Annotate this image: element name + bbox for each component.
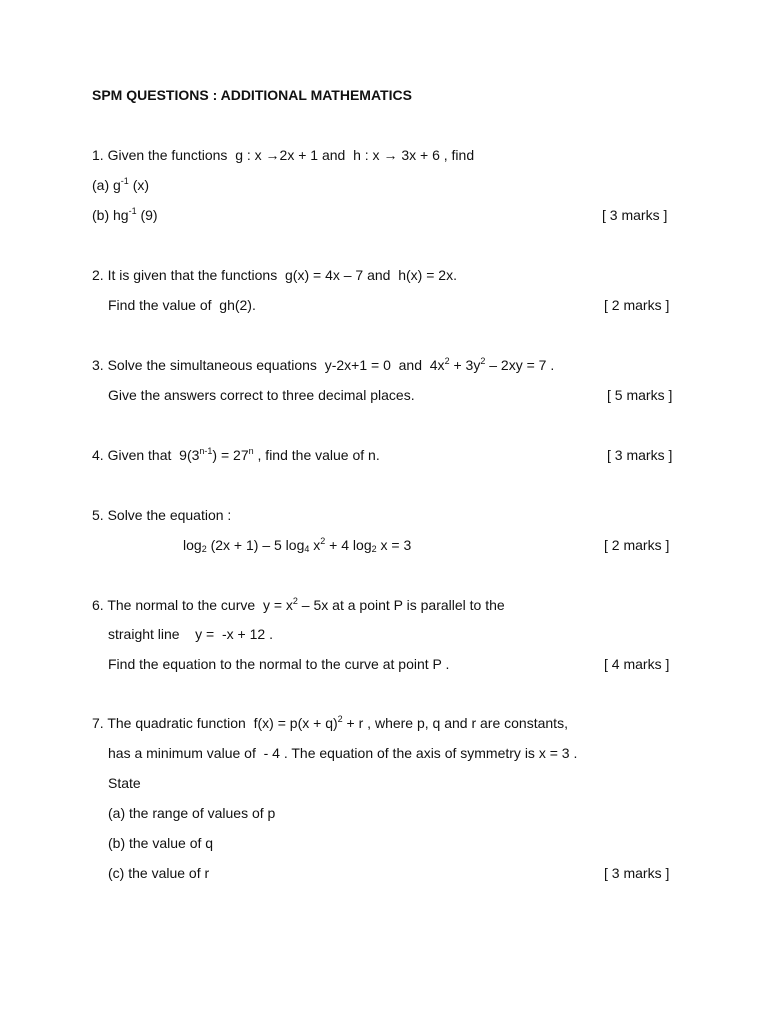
- question-2-instruction: Find the value of gh(2).: [108, 297, 256, 313]
- question-6-instruction: Find the equation to the normal to the curve at point P .: [108, 656, 450, 672]
- question-3-marks: [ 5 marks ]: [607, 387, 673, 403]
- question-5-text: 5. Solve the equation :: [92, 507, 232, 523]
- question-6-text: 6. The normal to the curve $y = x^2 - 5x$ at a point P is parallel to the: [92, 596, 505, 613]
- question-7c: (c) the value of r: [108, 865, 210, 881]
- right-arrow-icon: →: [383, 147, 398, 163]
- question-2-text: 2. It is given that the functions g(x) = 4x – 7 and h(x) = 2x.: [92, 267, 457, 283]
- question-5-marks: [ 2 marks ]: [604, 537, 670, 553]
- question-7b: (b) the value of q: [108, 835, 214, 851]
- question-1-text: 1. Given the functions g : x →2x + 1 and h : x → 3x + 6 , find: [92, 147, 475, 163]
- question-6-line-2: straight line y = -x + 12 .: [108, 626, 273, 642]
- question-7-marks: [ 3 marks ]: [604, 865, 670, 881]
- question-2-marks: [ 2 marks ]: [604, 297, 670, 313]
- question-7-state: State: [108, 775, 141, 791]
- question-5-equation: $\log_2 (2x + 1) - 5$ $\log_4 x^2 + 4$ $\log_2 x = 3$: [183, 536, 412, 554]
- question-7a: (a) the range of values of p: [108, 805, 276, 821]
- page-title: SPM QUESTIONS : ADDITIONAL MATHEMATICS: [92, 87, 412, 103]
- question-7-text: 7. The quadratic function $f(x) = p(x + q)^2 + r$ , where p, q and r are constants,: [92, 714, 568, 731]
- right-arrow-icon: →: [265, 147, 280, 163]
- question-4-marks: [ 3 marks ]: [607, 447, 673, 463]
- question-3-text: 3. Solve the simultaneous equations y-2x+1 = 0 and $4x^2 + 3y^2 - 2xy = 7$ .: [92, 356, 555, 373]
- question-3-instruction: Give the answers correct to three decimal places.: [108, 387, 415, 403]
- question-1-marks: [ 3 marks ]: [602, 207, 668, 223]
- question-6-marks: [ 4 marks ]: [604, 656, 670, 672]
- question-7-line-2: has a minimum value of - 4 . The equation of the axis of symmetry is x = 3 .: [108, 745, 578, 761]
- question-4-text: 4. Given that $9(3^{n-1}) = 27^n$ , find the value of n.: [92, 446, 380, 463]
- question-1a: (a) $g^{-1}$ (x): [92, 176, 150, 193]
- question-1b: (b) $hg^{-1}$ (9): [92, 206, 158, 223]
